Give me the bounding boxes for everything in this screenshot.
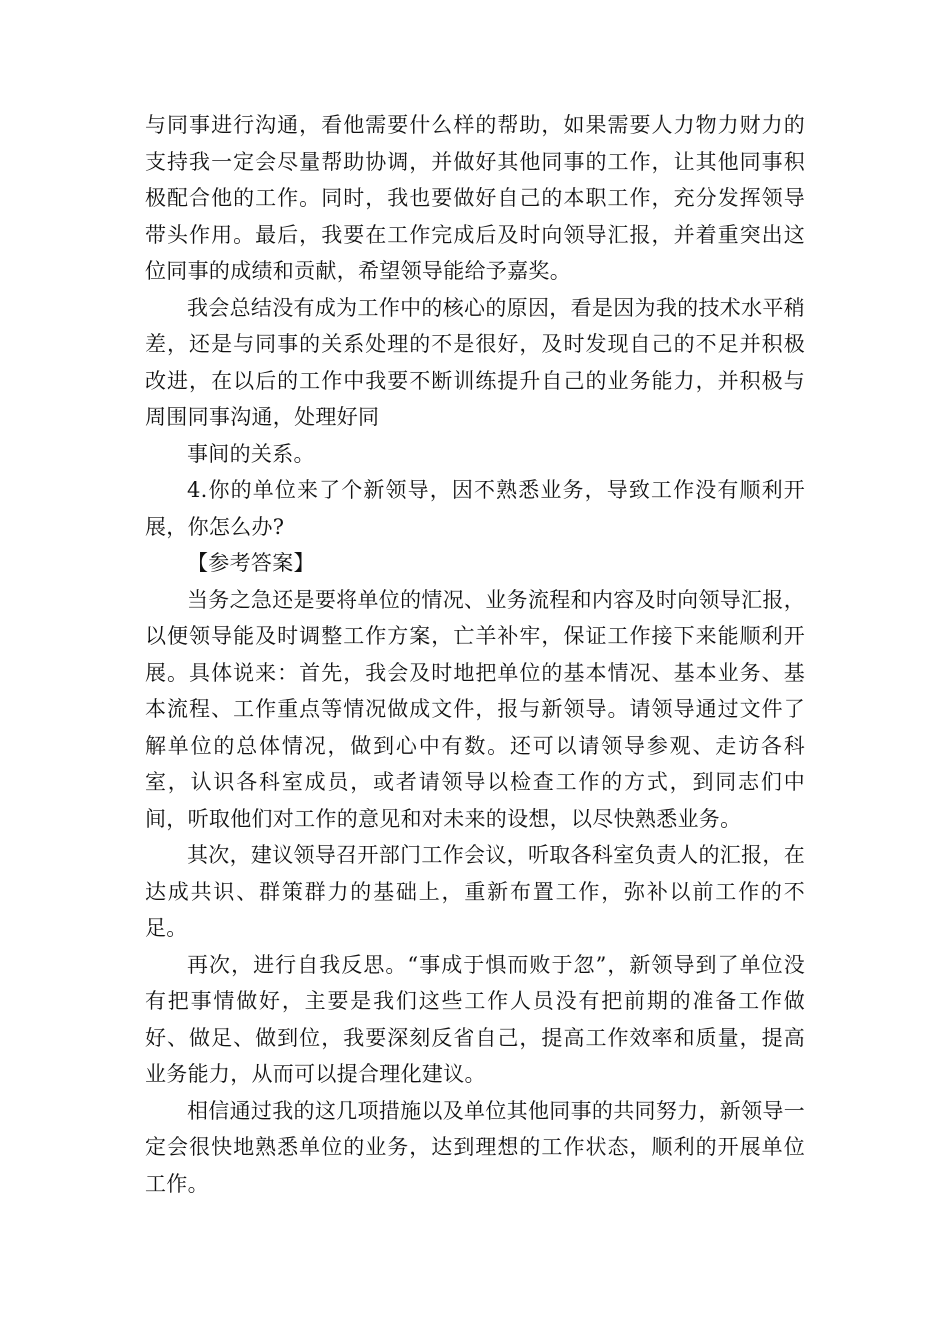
paragraph-1: 与同事进行沟通，看他需要什么样的帮助，如果需要人力物力财力的支持我一定会尽量帮助协调，并做好其他同事的工作，让其他同事积极配合他的工作。同时，我也要做好自己的本职工作，充分发挥领导带头作用。最后，我要在工作完成后及时向领导汇报，并着重突出这位同事的成绩和贡献，希望领导能给予嘉奖。: [145, 113, 805, 283]
reference-answer-heading: 【参考答案】: [187, 551, 315, 575]
answer-paragraph-1: 当务之急还是要将单位的情况、业务流程和内容及时向领导汇报，以便领导能及时调整工作方案，亡羊补牢，保证工作接下来能顺利开展。具体说来：首先，我会及时地把单位的基本情况、基本业务、基本流程、工作重点等情况做成文件，报与新领导。请领导通过文件了解单位的总体情况，做到心中有数。还可以请领导参观、走访各科室，认识各科室成员，或者请领导以检查工作的方式，到同志们中间，听取他们对工作的意见和对未来的设想，以尽快熟悉业务。: [145, 587, 805, 831]
paragraph-3: 事间的关系。: [187, 441, 315, 466]
answer-paragraph-2: 其次，建议领导召开部门工作会议，听取各科室负责人的汇报，在达成共识、群策群力的基础上，重新布置工作，弥补以前工作的不足。: [145, 843, 805, 940]
answer-paragraph-3: 再次，进行自我反思。“事成于惧而败于忽”，新领导到了单位没有把事情做好，主要是我们这些工作人员没有把前期的准备工作做好、做足、做到位，我要深刻反省自己，提高工作效率和质量，提高业务能力，从而可以提合理化建议。: [145, 952, 805, 1086]
document-body: [145, 107, 805, 1202]
answer-paragraph-4: 相信通过我的这几项措施以及单位其他同事的共同努力，新领导一定会很快地熟悉单位的业务，达到理想的工作状态，顺利的开展单位工作。: [145, 1098, 805, 1196]
question-4: 4.你的单位来了个新领导，因不熟悉业务，导致工作没有顺利开展，你怎么办?: [145, 478, 805, 539]
paragraph-2: 我会总结没有成为工作中的核心的原因，看是因为我的技术水平稍差，还是与同事的关系处理的不是很好，及时发现自己的不足并积极改进，在以后的工作中我要不断训练提升自己的业务能力，并积极与周围同事沟通，处理好同: [145, 295, 805, 429]
